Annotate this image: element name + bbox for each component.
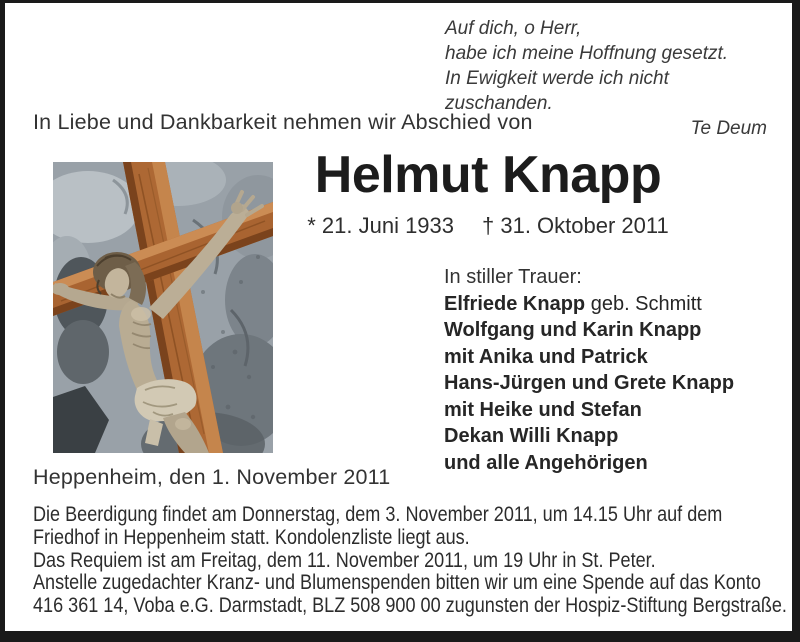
border-right bbox=[792, 0, 800, 642]
quote-line: Auf dich, o Herr, bbox=[445, 18, 582, 39]
mourners-list bbox=[444, 264, 734, 476]
deceased-name: Helmut Knapp bbox=[314, 146, 662, 204]
mourner-line: Dekan Willi Knapp bbox=[444, 425, 619, 447]
mourner-line: mit Heike und Stefan bbox=[444, 398, 642, 421]
details-line: Anstelle zugedachter Kranz- und Blumenspenden bitten wir um eine Spende auf das Konto bbox=[33, 571, 761, 595]
intro-line: In Liebe und Dankbarkeit nehmen wir Abschied von bbox=[33, 110, 533, 134]
mourner-line: Elfriede Knapp geb. Schmitt bbox=[444, 292, 702, 315]
details-line: Die Beerdigung findet am Donnerstag, dem 3. November 2011, um 14.15 Uhr auf dem bbox=[33, 503, 723, 526]
life-dates bbox=[283, 213, 693, 239]
mourner-line: Wolfgang und Karin Knapp bbox=[444, 319, 702, 341]
deceased-header bbox=[283, 146, 693, 239]
details-line: 416 361 14, Voba e.G. Darmstadt, BLZ 508 900 00 zugunsten der Hospiz-Stiftung Bergstraße. bbox=[33, 594, 787, 618]
mourner-line: und alle Angehörigen bbox=[444, 451, 648, 474]
quote-line: habe ich meine Hoffnung gesetzt. bbox=[445, 43, 729, 64]
border-bottom bbox=[0, 631, 800, 642]
crucifix-photo bbox=[53, 162, 273, 453]
quote-attribution: Te Deum bbox=[690, 118, 767, 139]
quote-line: In Ewigkeit werde ich nicht zuschanden. bbox=[445, 68, 669, 114]
border-top bbox=[0, 0, 800, 3]
birth-date: * 21. Juni 1933 bbox=[307, 213, 455, 238]
mourner-line: mit Anika und Patrick bbox=[444, 345, 648, 368]
mourner-line: Hans-Jürgen und Grete Knapp bbox=[444, 372, 735, 394]
details-line: Friedhof in Heppenheim statt. Kondolenzliste liegt aus. bbox=[33, 525, 470, 549]
place-and-date: Heppenheim, den 1. November 2011 bbox=[33, 465, 391, 489]
mourning-heading: In stiller Trauer: bbox=[444, 266, 582, 288]
death-date: † 31. Oktober 2011 bbox=[482, 213, 669, 238]
details-line: Das Requiem ist am Freitag, dem 11. November 2011, um 19 Uhr in St. Peter. bbox=[33, 548, 656, 572]
funeral-details bbox=[33, 504, 793, 618]
border-left bbox=[0, 0, 5, 642]
